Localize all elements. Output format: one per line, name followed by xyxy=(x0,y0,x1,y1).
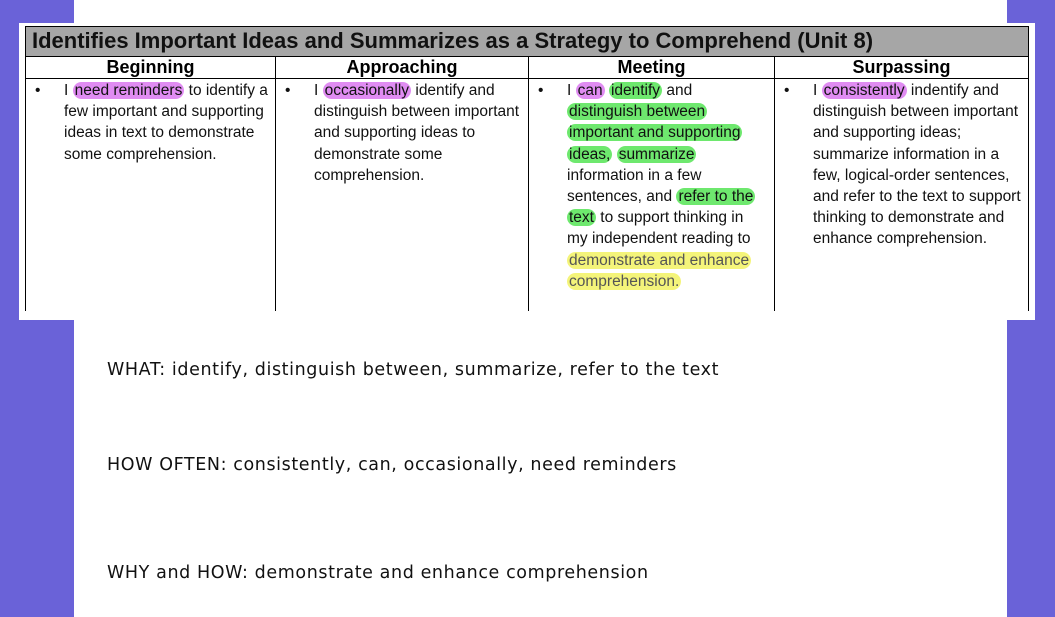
cell-meeting xyxy=(529,79,775,312)
highlight-distinguish: distinguish between important and supporting ideas, xyxy=(569,103,741,163)
column-header-beginning: Beginning xyxy=(26,57,276,79)
bullet: • xyxy=(285,82,291,99)
column-header-approaching: Approaching xyxy=(276,57,529,79)
highlight-identify: identify xyxy=(610,82,661,99)
highlight-need-reminders: need reminders xyxy=(74,82,183,99)
beginning-text: I need reminders to identify a few important and supporting ideas in text to demonstrate some comprehension. xyxy=(64,82,268,163)
highlight-occasionally: occasionally xyxy=(324,82,410,99)
rubric-table xyxy=(25,26,1029,311)
note-how-often: HOW OFTEN: consistently, can, occasionally, need reminders xyxy=(107,455,677,475)
rubric-title: Identifies Important Ideas and Summarizes as a Strategy to Comprehend (Unit 8) xyxy=(26,27,1029,57)
cell-beginning xyxy=(26,79,276,312)
note-why-and-how: WHY and HOW: demonstrate and enhance comprehension xyxy=(107,563,649,583)
highlight-consistently: consistently xyxy=(823,82,905,99)
note-what: WHAT: identify, distinguish between, summarize, refer to the text xyxy=(107,360,720,380)
bullet: • xyxy=(784,82,790,99)
cell-surpassing xyxy=(775,79,1029,312)
highlight-summarize: summarize xyxy=(618,145,695,163)
highlight-can: can xyxy=(577,82,603,99)
highlight-refer-to-text: refer to the text xyxy=(569,188,754,227)
bullet: • xyxy=(538,82,544,99)
rubric-image xyxy=(19,23,1035,320)
meeting-text: I can identify and distinguish between important and supporting ideas, summarize information in a few sentences, and refer to the text to support thinking in my independent reading to demonstrate and enhance comprehension. xyxy=(567,82,754,290)
surpassing-text: I consistently indentify and distinguish between important and supporting ideas; summarize information in a few, logical-order sentences, and refer to the text to support thinking to demonstrate and enhance comprehension. xyxy=(813,82,1021,248)
column-header-meeting: Meeting xyxy=(529,57,775,79)
highlight-demonstrate: demonstrate and enhance comprehension. xyxy=(569,251,750,290)
approaching-text: I occasionally identify and distinguish between important and supporting ideas to demonstrate some comprehension. xyxy=(314,82,520,184)
bullet: • xyxy=(35,82,41,99)
cell-approaching xyxy=(276,79,529,312)
column-header-surpassing: Surpassing xyxy=(775,57,1029,79)
